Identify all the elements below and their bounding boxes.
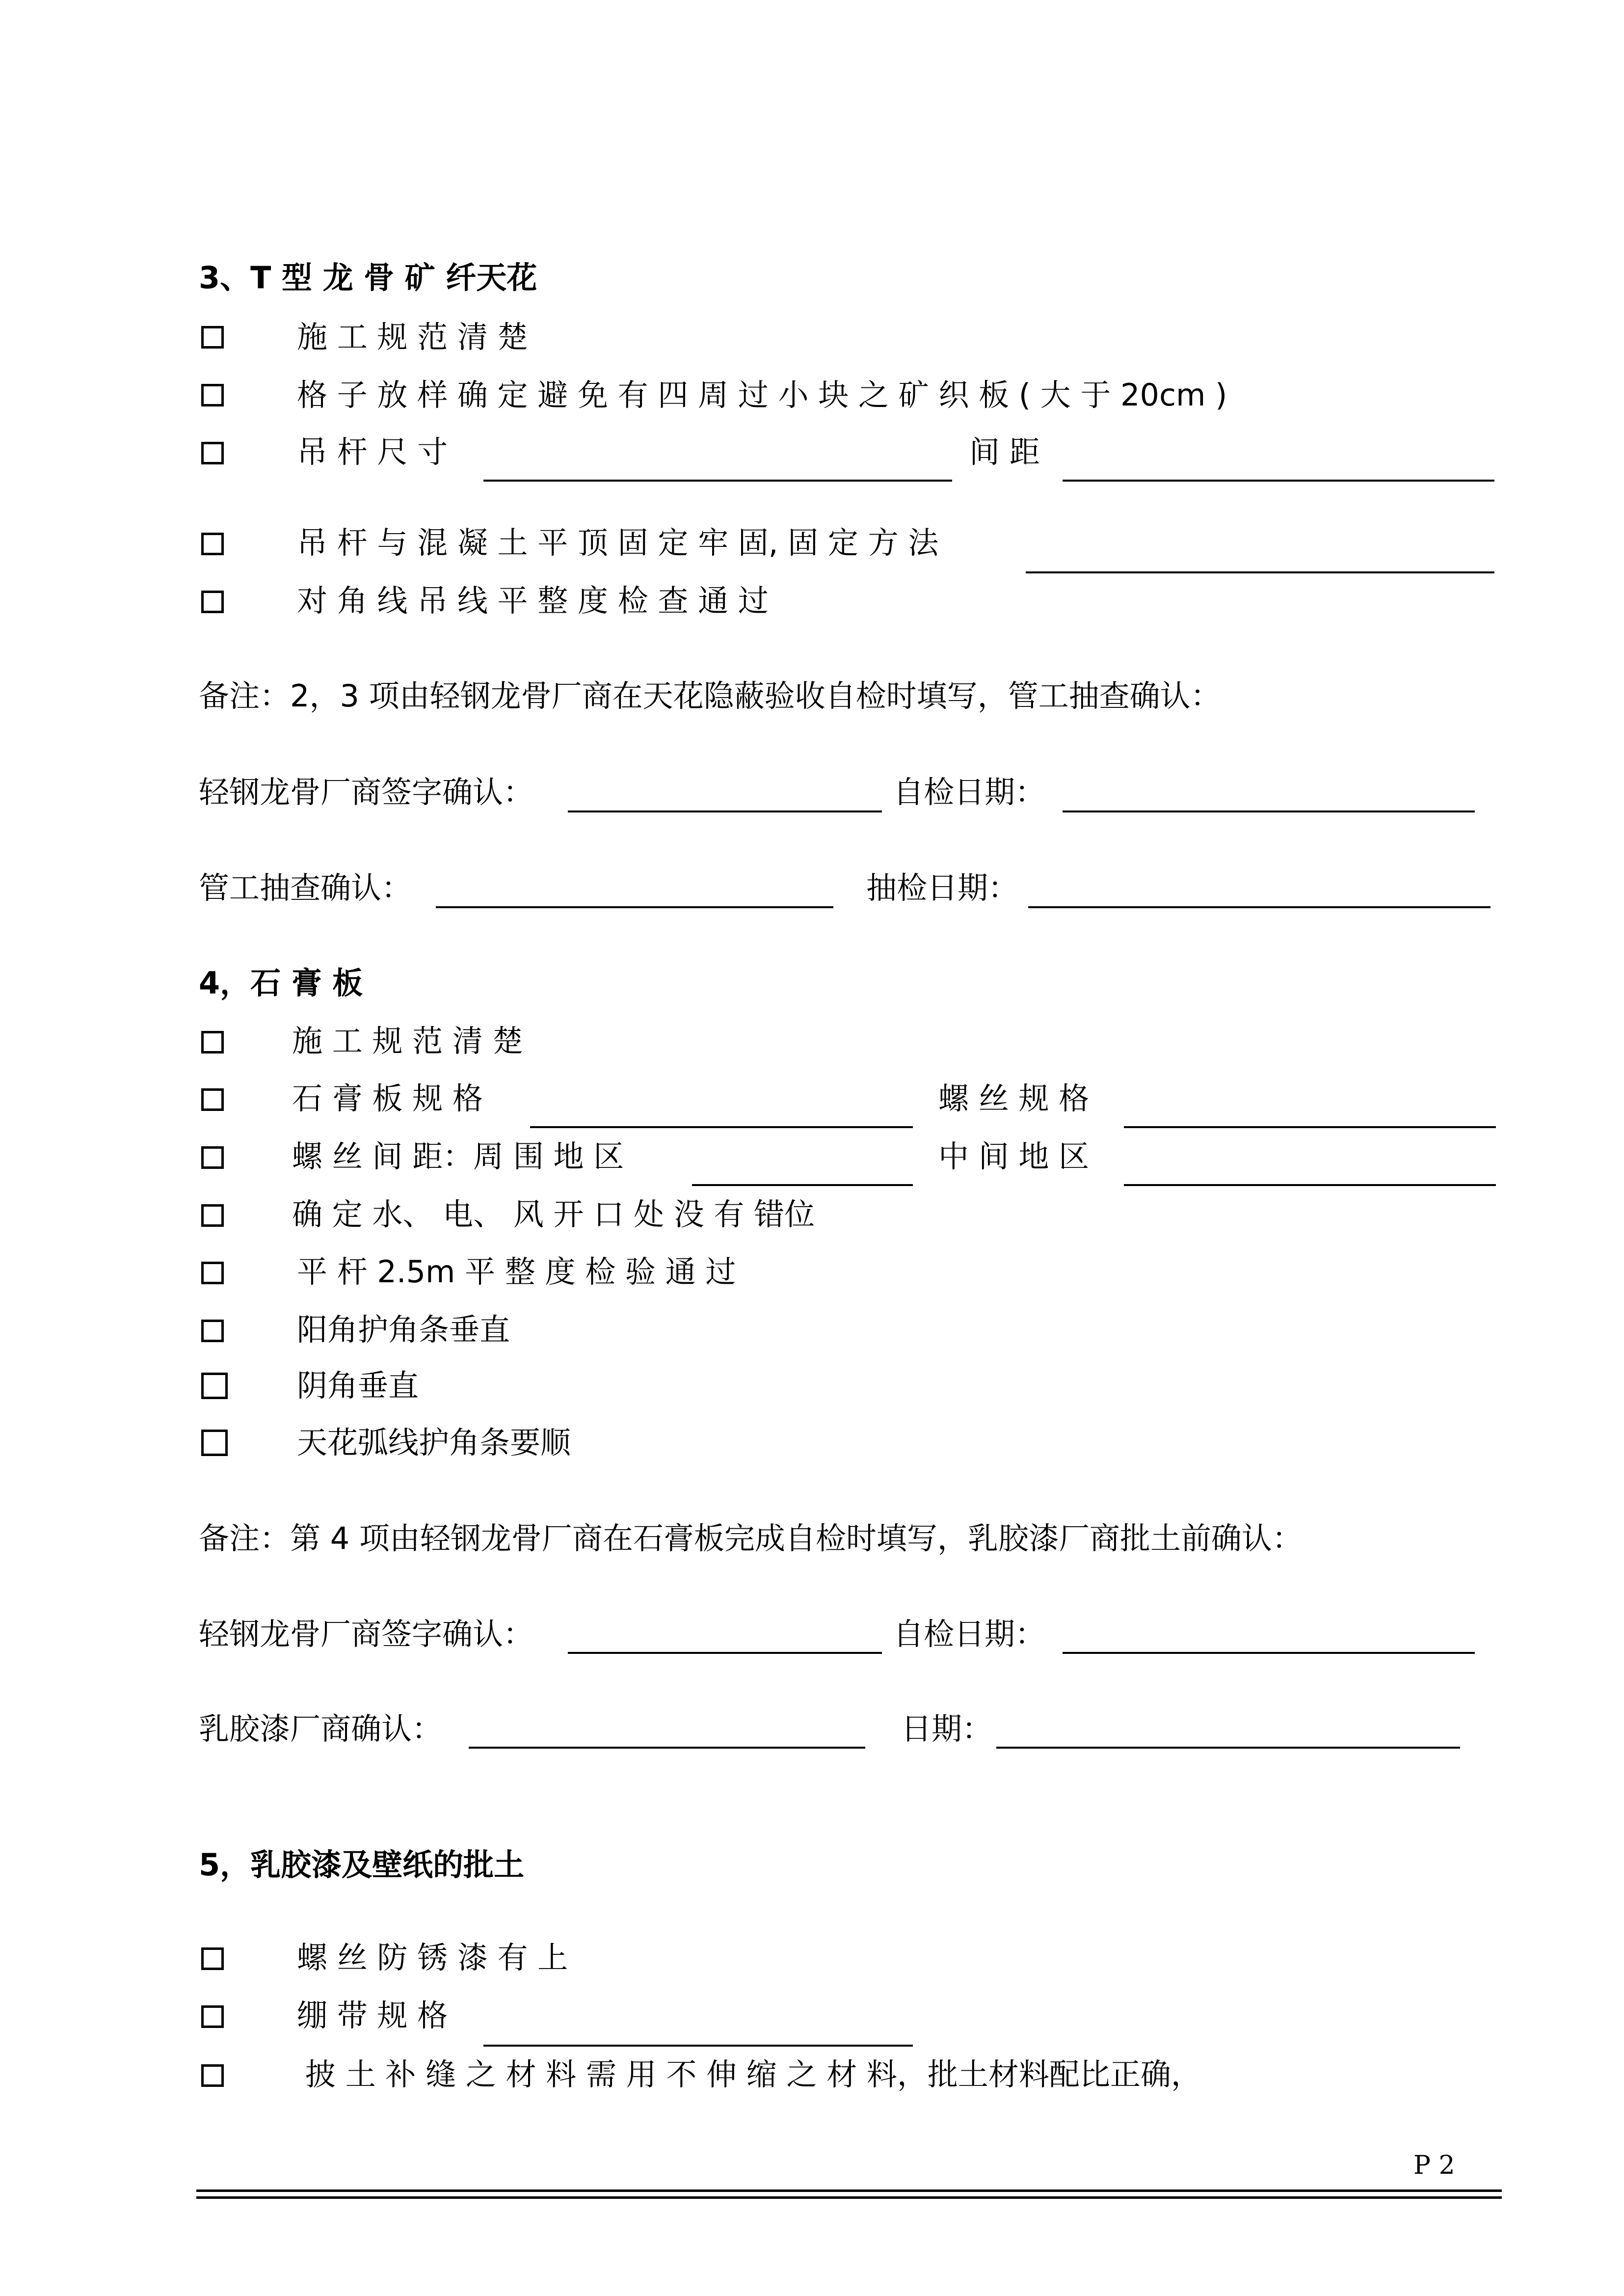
- self-check-date-field[interactable]: [1063, 1652, 1475, 1654]
- manager-sign-field[interactable]: [436, 906, 833, 908]
- checkbox[interactable]: [201, 1320, 224, 1342]
- checkbox[interactable]: [201, 533, 224, 555]
- vendor-sign-field[interactable]: [568, 1652, 882, 1654]
- checkbox[interactable]: [201, 1262, 224, 1284]
- self-check-date-label: 自检日期：: [893, 774, 1046, 810]
- self-check-date-field[interactable]: [1063, 810, 1475, 812]
- middle-area-label: 中 间 地 区: [938, 1138, 1090, 1174]
- hanger-spacing-field[interactable]: [1063, 480, 1494, 482]
- checklist-item-label: 平 杆 2.5m 平 整 度 检 验 通 过: [297, 1254, 736, 1290]
- checklist-item-label: 施 工 规 范 清 楚: [297, 319, 528, 355]
- spot-check-date-label: 抽检日期：: [866, 870, 1019, 906]
- date-field[interactable]: [996, 1747, 1460, 1749]
- checklist-item-label: 施 工 规 范 清 楚: [292, 1023, 523, 1059]
- checklist-item-label: 阳角护角条垂直: [297, 1312, 510, 1348]
- vendor-sign-label: 轻钢龙骨厂商签字确认：: [199, 1616, 534, 1652]
- checkbox[interactable]: [201, 384, 224, 406]
- spot-check-date-field[interactable]: [1028, 906, 1491, 908]
- board-spec-field[interactable]: [530, 1126, 913, 1128]
- checkbox[interactable]: [201, 2064, 224, 2087]
- checkbox[interactable]: [201, 326, 224, 349]
- checklist-item-label: 吊 杆 与 混 凝 土 平 顶 固 定 牢 固, 固 定 方 法: [297, 525, 939, 561]
- date-label: 日期：: [901, 1711, 993, 1747]
- manager-sign-label: 管工抽查确认：: [199, 870, 412, 906]
- bandage-spec-field[interactable]: [483, 2045, 913, 2047]
- checklist-item-label: 确 定 水、 电、 风 开 口 处 没 有 错位: [292, 1196, 815, 1232]
- section-5-title: 5，乳胶漆及壁纸的批土: [199, 1847, 525, 1883]
- footer-rule: [196, 2196, 1502, 2199]
- checklist-item-label: 螺 丝 防 锈 漆 有 上: [297, 1940, 568, 1975]
- section-4-title: 4，石 膏 板: [199, 965, 363, 1001]
- checkbox[interactable]: [201, 1146, 224, 1169]
- checkbox[interactable]: [201, 1430, 228, 1456]
- spacing-label: 间 距: [969, 434, 1040, 470]
- middle-spacing-field[interactable]: [1124, 1184, 1496, 1186]
- paint-vendor-sign-label: 乳胶漆厂商确认：: [199, 1711, 443, 1747]
- self-check-date-label: 自检日期：: [893, 1616, 1046, 1652]
- section-3-title: 3、T 型 龙 骨 矿 纤天花: [199, 260, 537, 296]
- footer-rule: [196, 2189, 1502, 2192]
- checklist-item-label: 天花弧线护角条要顺: [297, 1425, 571, 1460]
- checklist-item-label: 螺 丝 间 距：周 围 地 区: [292, 1138, 624, 1174]
- checkbox[interactable]: [201, 1947, 224, 1970]
- checklist-item-label: 吊 杆 尺 寸: [297, 434, 448, 470]
- note: 备注：2，3 项由轻钢龙骨厂商在天花隐蔽验收自检时填写，管工抽查确认：: [199, 678, 1221, 714]
- paint-vendor-sign-field[interactable]: [469, 1747, 865, 1749]
- fixing-method-field[interactable]: [1026, 571, 1494, 573]
- screw-spec-field[interactable]: [1124, 1126, 1496, 1128]
- checkbox[interactable]: [201, 1204, 224, 1227]
- checkbox[interactable]: [201, 591, 224, 613]
- perimeter-spacing-field[interactable]: [692, 1184, 913, 1186]
- checkbox[interactable]: [201, 1031, 224, 1053]
- checkbox[interactable]: [201, 1373, 228, 1399]
- checklist-item-label: 对 角 线 吊 线 平 整 度 检 查 通 过: [297, 583, 769, 619]
- checklist-item-label: 格 子 放 样 确 定 避 免 有 四 周 过 小 块 之 矿 织 板 ( 大 于 20cm ): [297, 377, 1227, 413]
- checkbox[interactable]: [201, 442, 224, 464]
- checklist-item-label: 绷 带 规 格: [297, 1998, 448, 2033]
- checklist-item-label: 阴角垂直: [297, 1368, 419, 1404]
- checkbox[interactable]: [201, 2005, 224, 2028]
- vendor-sign-field[interactable]: [568, 810, 882, 812]
- page-number: P 2: [1413, 2151, 1455, 2180]
- checklist-item-label: 石 膏 板 规 格: [292, 1080, 483, 1116]
- screw-spec-label: 螺 丝 规 格: [938, 1080, 1090, 1116]
- checkbox[interactable]: [201, 1088, 224, 1111]
- note: 备注：第 4 项由轻钢龙骨厂商在石膏板完成自检时填写，乳胶漆厂商批土前确认：: [199, 1520, 1303, 1556]
- checklist-item-label: 披 土 补 缝 之 材 料 需 用 不 伸 缩 之 材 料，批土材料配比正确，: [305, 2056, 1201, 2092]
- hanger-size-field[interactable]: [483, 480, 952, 482]
- vendor-sign-label: 轻钢龙骨厂商签字确认：: [199, 774, 534, 810]
